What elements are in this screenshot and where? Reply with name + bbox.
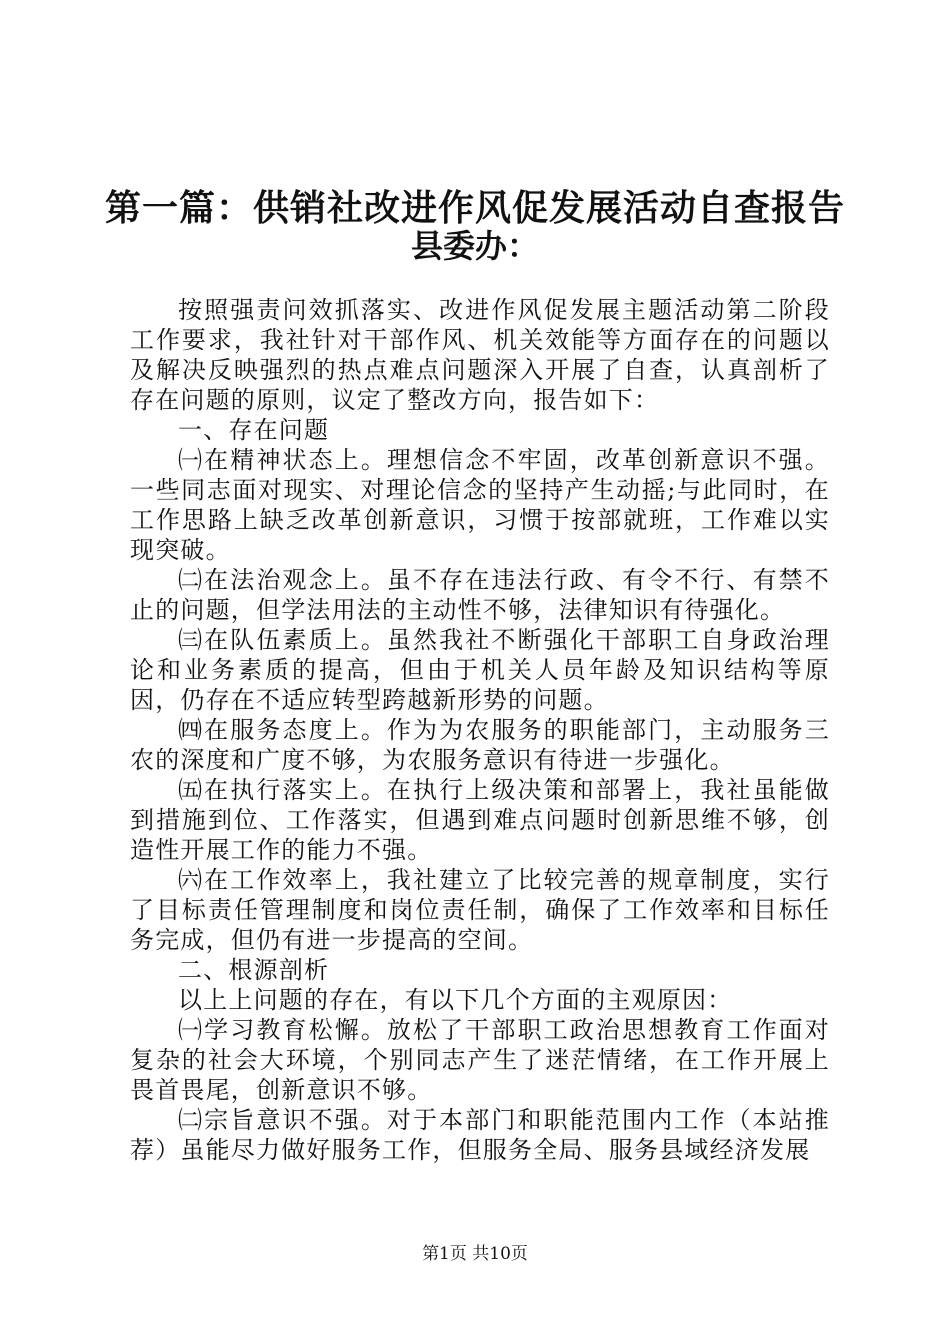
paragraph: ㈤在执行落实上。在执行上级决策和部署上，我社虽能做到措施到位、工作落实，但遇到难点问题时创新思维不够，创造性开展工作的能力不强。 <box>130 776 830 864</box>
paragraph-intro: 按照强责问效抓落实、改进作风促发展主题活动第二阶段工作要求，我社针对干部作风、机关效能等方面存在的问题以及解决反映强烈的热点难点问题深入开展了自查，认真剖析了存在问题的原则，议定了整改方向，报告如下： <box>130 296 830 414</box>
paragraph: ㈡宗旨意识不强。对于本部门和职能范围内工作（本站推荐）虽能尽力做好服务工作，但服务全局、服务县域经济发展 <box>130 1106 830 1164</box>
page-footer: 第1页 共10页 <box>422 1244 528 1264</box>
paragraph: ㈠在精神状态上。理想信念不牢固，改革创新意识不强。一些同志面对现实、对理论信念的坚持产生动摇;与此同时，在工作思路上缺乏改革创新意识，习惯于按部就班，工作难以实现突破。 <box>130 446 830 564</box>
document-title: 第一篇：供销社改进作风促发展活动自查报告 <box>104 187 845 229</box>
paragraph: 以上上问题的存在，有以下几个方面的主观原因： <box>178 986 733 1014</box>
paragraph: ㈣在服务态度上。作为为农服务的职能部门，主动服务三农的深度和广度不够，为农服务意识有待进一步强化。 <box>130 716 830 774</box>
salutation: 县委办： <box>410 227 539 265</box>
heading-section-1: 一、存在问题 <box>178 416 330 444</box>
heading-section-2: 二、根源剖析 <box>178 956 330 984</box>
paragraph: ㈢在队伍素质上。虽然我社不断强化干部职工自身政治理论和业务素质的提高，但由于机关人员年龄及知识结构等原因，仍存在不适应转型跨越新形势的问题。 <box>130 626 830 714</box>
paragraph: ㈡在法治观念上。虽不存在违法行政、有令不行、有禁不止的问题，但学法用法的主动性不够，法律知识有待强化。 <box>130 566 830 624</box>
paragraph: ㈠学习教育松懈。放松了干部职工政治思想教育工作面对复杂的社会大环境，个别同志产生了迷茫情绪，在工作开展上畏首畏尾，创新意识不够。 <box>130 1016 830 1104</box>
document-body <box>130 295 830 1165</box>
paragraph: ㈥在工作效率上，我社建立了比较完善的规章制度，实行了目标责任管理制度和岗位责任制，确保了工作效率和目标任务完成，但仍有进一步提高的空间。 <box>130 866 830 954</box>
